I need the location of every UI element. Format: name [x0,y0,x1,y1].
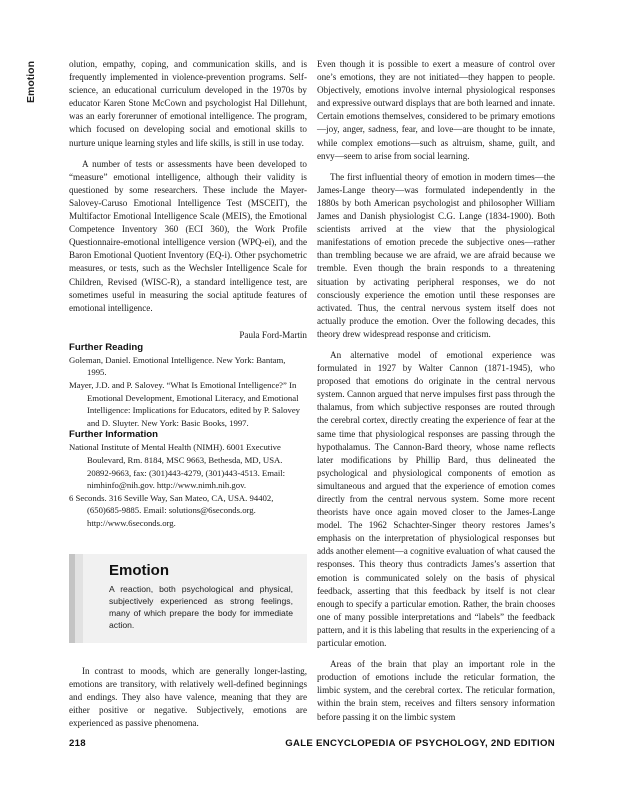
article-author: Paula Ford-Martin [239,329,307,340]
reference-entry: Mayer, J.D. and P. Salovey. “What Is Emotional Intelligence?” In Emotional Development, Emotional Literacy, and Emotional Intelligence: Implications for Educators, edited by P. Salovey and D. Sluyter. New York: Basic Books, 1997. [69,380,301,428]
page-number: 218 [69,738,86,749]
paragraph: A number of tests or assessments have been developed to “measure” emotional intelligence, although their validity is questioned by some researchers. These include the Mayer-Salovey-Caruso Emotional Intelligence Test (MSCEIT), the Multifactor Emotional Intelligence Scale (MEIS), the Emotional Competence Inventory 360 (ECI 360), the Work Profile Questionnaire-emotional intelligence version (WPQ-ei), and the Baron Emotional Quotient Inventory (EQ-i). Other psychometric measures, or tests, such as the Wechsler Intelligence Scale for Children, Revised (WISC-R), a standard intelligence test, are sometimes useful in measuring the social aptitude features of emotional intelligence. [69,158,307,313]
right-column [317,58,555,724]
left-column [69,58,307,730]
paragraph: olution, empathy, coping, and communication skills, and is frequently implemented in violence-prevention programs. Self-science, an educational curriculum developed in the 1970s by educator Karen Stone McCown and psychologist Hal Dillehunt, was an early forerunner of emotional intelligence. The program, which focused on developing social and emotional skills to nurture unique learning styles and life skills, is still in use today. [69,59,307,148]
running-footer-title: GALE ENCYCLOPEDIA OF PSYCHOLOGY, 2ND EDITION [285,738,555,749]
further-information-heading: Further Information [69,429,159,441]
article-title: Emotion [109,561,169,579]
paragraph: Even though it is possible to exert a measure of control over one’s emotions, they are not initiated—they happen to people. Objectively, emotions involve internal physiological responses and expressive outward displays that are both learned and innate. Certain emotions themselves, considered to be primary emotions—joy, anger, sadness, fear, and love—are thought to be innate, while complex emotions—such as altruism, shame, guilt, and envy—seem to arise from social learning. [317,59,555,161]
paragraph: An alternative model of emotional experience was formulated in 1927 by Walter Cannon (1871-1945), who proposed that emotions do originate in the central nervous system. Cannon argued that nerve impulses first pass through the thalamus, from which subjective responses are routed through the cerebral cortex, directly creating the experience of fear at the same time that physiological responses are passing through the hypothalamus. The Cannon-Bard theory, whose name reflects later modifications by Phillip Bard, thus delineated the psychological and physiological components of emotion as simultaneous and argued that the experience of emotion comes directly from the central nervous system. Some more recent theorists have once again moved closer to the James-Lange model. The 1962 Schachter-Singer theory restores James’s emphasis on the interpretation of physiological responses but adds another element—a cognitive evaluation of what caused the responses. This theory thus contradicts James’s assertion that emotion is communicated solely on the basis of physical feedback, asserting that this feedback by itself is not clear enough to specify a particular emotion. Rather, the brain chooses one of many possible interpretations and “labels” the feedback pattern, and it is this labeling that results in the experiencing of a particular emotion. [317,349,555,649]
paragraph: In contrast to moods, which are generally longer-lasting, emotions are transitory, with relatively well-defined beginnings and endings. They also have valence, meaning that they are either positive or negative. Subjectively, emotions are experienced as passive phenomena. [69,665,307,729]
reference-entry: Goleman, Daniel. Emotional Intelligence. New York: Bantam, 1995. [69,354,286,378]
paragraph: The first influential theory of emotion in modern times—the James-Lange theory—was formulated independently in the 1880s by both American psychologist and philosopher William James and Danish physiologist C.G. Lange (1834-1900). Both scientists arrived at the view that the physiological manifestations of emotion precede the subjective ones—rather than trembling because we are afraid, we are afraid because we tremble. Even though the brain responds to a threatening situation by activating peripheral responses, we do not consciously experience the emotion until these responses are activated. Thus, the central nervous system itself does not actually produce the emotion. Over the following decades, this theory drew widespread response and criticism. [317,171,555,339]
side-tab-label: Emotion [25,61,37,103]
organization-entry: 6 Seconds. 316 Seville Way, San Mateo, CA, USA. 94402, (650)685-9885. Email: solutions@6seconds.org. http://www.6seconds.org. [69,492,274,528]
further-reading-heading: Further Reading [69,341,144,353]
page-footer [69,738,555,749]
definition-box [69,554,307,643]
definition-text: A reaction, both psychological and physical, subjectively experienced as strong feelings, many of which prepare the body for immediate action. [109,583,293,630]
section-side-tab [16,62,46,102]
paragraph: Areas of the brain that play an important role in the production of emotions include the reticular formation, the limbic system, and the cerebral cortex. The reticular formation, within the brain stem, receives and filters sensory information before passing it on the limbic system [317,659,555,722]
organization-entry: National Institute of Mental Health (NIMH). 6001 Executive Boulevard, Rm. 8184, MSC 9663, Bethesda, MD, USA. 20892-9663, fax: (301)443-4279, (301)443-4513. Email: nimhinfo@nih.gov. http://www.nimh.nih.gov. [69,442,286,491]
